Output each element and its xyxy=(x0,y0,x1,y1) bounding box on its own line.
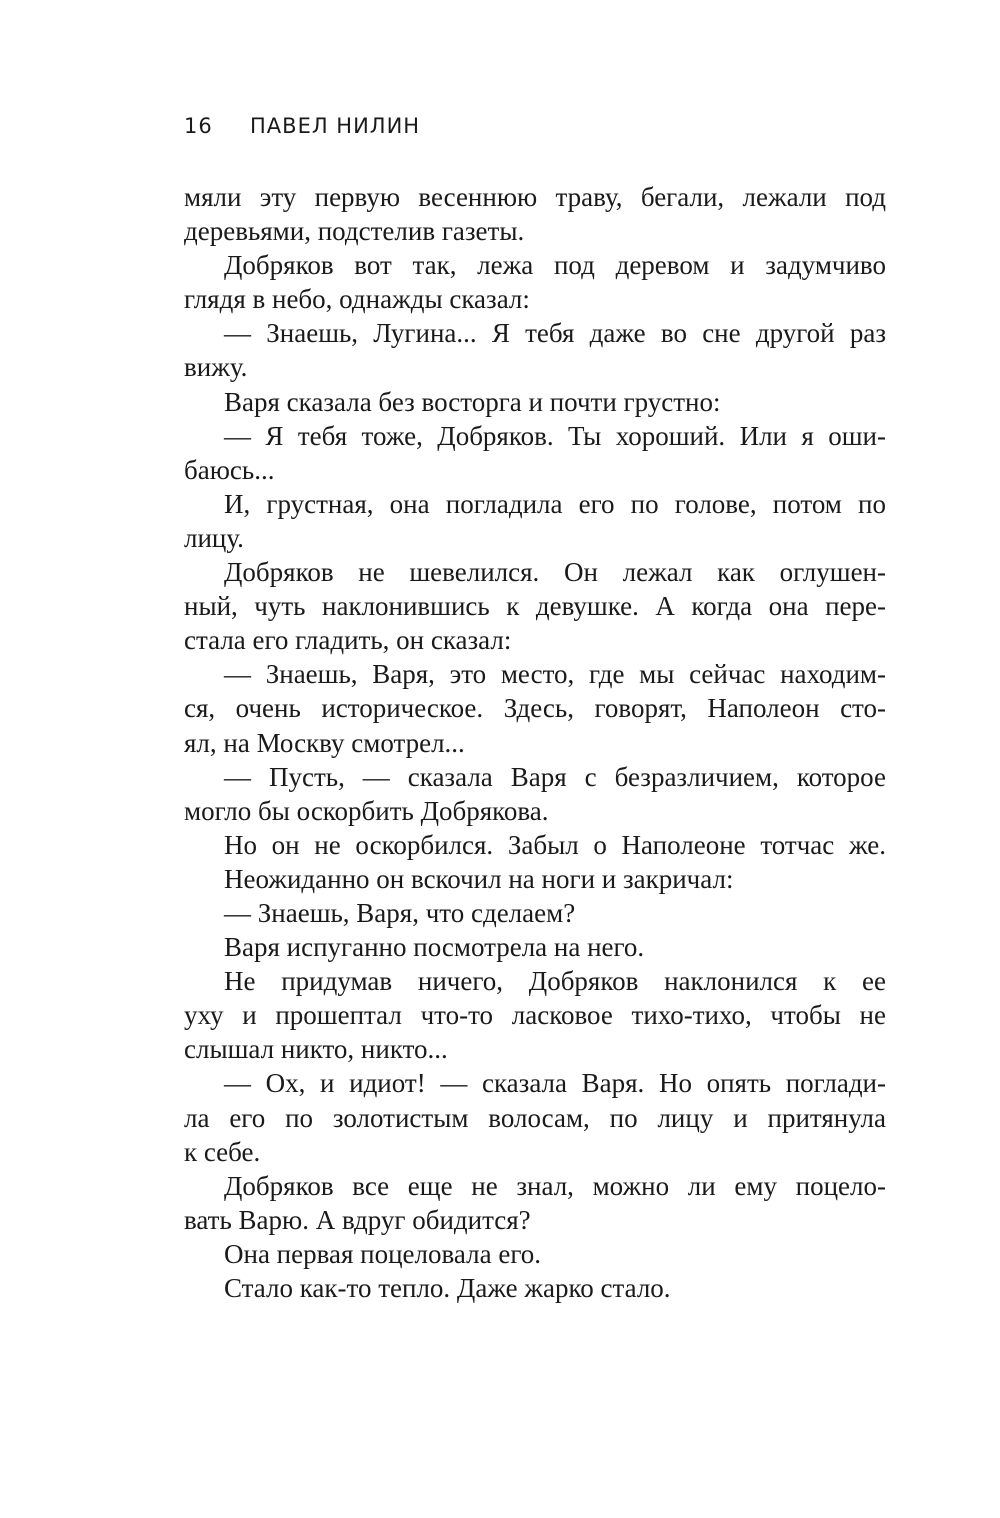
text-line: к себе. xyxy=(184,1136,261,1167)
text-line: могло бы оскорбить Добрякова. xyxy=(184,795,549,826)
text-line: слышал никто, никто... xyxy=(184,1034,448,1065)
text-line: уху и прошептал что-то ласковое тихо-тихо, чтобы не xyxy=(184,1000,886,1031)
text-line: ла его по золотистым волосам, по лицу и притянула xyxy=(184,1102,886,1133)
text-line: стала его гладить, он сказал: xyxy=(184,625,512,656)
text-line: Но он не оскорбился. Забыл о Наполеоне тотчас же. xyxy=(224,829,886,860)
text-line: глядя в небо, однажды сказал: xyxy=(184,284,530,315)
text-line: Стало как-то тепло. Даже жарко стало. xyxy=(224,1273,671,1303)
page-number: 16 xyxy=(184,114,213,138)
text-line: вать Варю. А вдруг обидится? xyxy=(184,1204,531,1235)
text-line: Не придумав ничего, Добряков наклонился к ее xyxy=(224,966,886,997)
text-line: ный, чуть наклонившись к девушке. А когда она пере- xyxy=(184,591,886,622)
text-line: Добряков не шевелился. Он лежал как оглушен- xyxy=(224,557,886,588)
text-line: — Я тебя тоже, Добряков. Ты хороший. Или я оши- xyxy=(224,420,886,451)
text-line: ял, на Москву смотрел... xyxy=(184,727,465,758)
text-line: — Знаешь, Варя, это место, где мы сейчас находим- xyxy=(224,659,886,690)
author-name: ПАВЕЛ НИЛИН xyxy=(250,114,421,138)
text-line: — Знаешь, Варя, что сделаем? xyxy=(224,897,576,928)
text-line: Варя испуганно посмотрела на него. xyxy=(224,932,645,963)
running-head xyxy=(184,114,420,138)
text-line: Добряков вот так, лежа под деревом и задумчиво xyxy=(224,250,886,281)
text-line: Варя сказала без восторга и почти грустно: xyxy=(224,386,721,417)
text-line: мяли эту первую весеннюю траву, бегали, лежали под xyxy=(184,182,886,212)
text-line: Она первая поцеловала его. xyxy=(224,1238,541,1269)
text-line: — Пусть, — сказала Варя с безразличием, которое xyxy=(224,761,886,792)
text-line: лицу. xyxy=(184,522,244,553)
text-line: И, грустная, она погладила его по голове, потом по xyxy=(224,488,886,519)
body-text xyxy=(184,180,886,1305)
text-line: деревьями, подстелив газеты. xyxy=(184,216,525,247)
text-line: Неожиданно он вскочил на ноги и закричал: xyxy=(224,863,734,894)
text-line: Добряков все еще не знал, можно ли ему поцело- xyxy=(224,1170,886,1201)
text-line: баюсь... xyxy=(184,454,275,485)
text-line: вижу. xyxy=(184,352,248,383)
text-line: ся, очень историческое. Здесь, говорят, Наполеон сто- xyxy=(184,693,886,724)
text-line: — Ох, и идиот! — сказала Варя. Но опять поглади- xyxy=(224,1068,886,1099)
text-line: — Знаешь, Лугина... Я тебя даже во сне другой раз xyxy=(224,318,886,349)
